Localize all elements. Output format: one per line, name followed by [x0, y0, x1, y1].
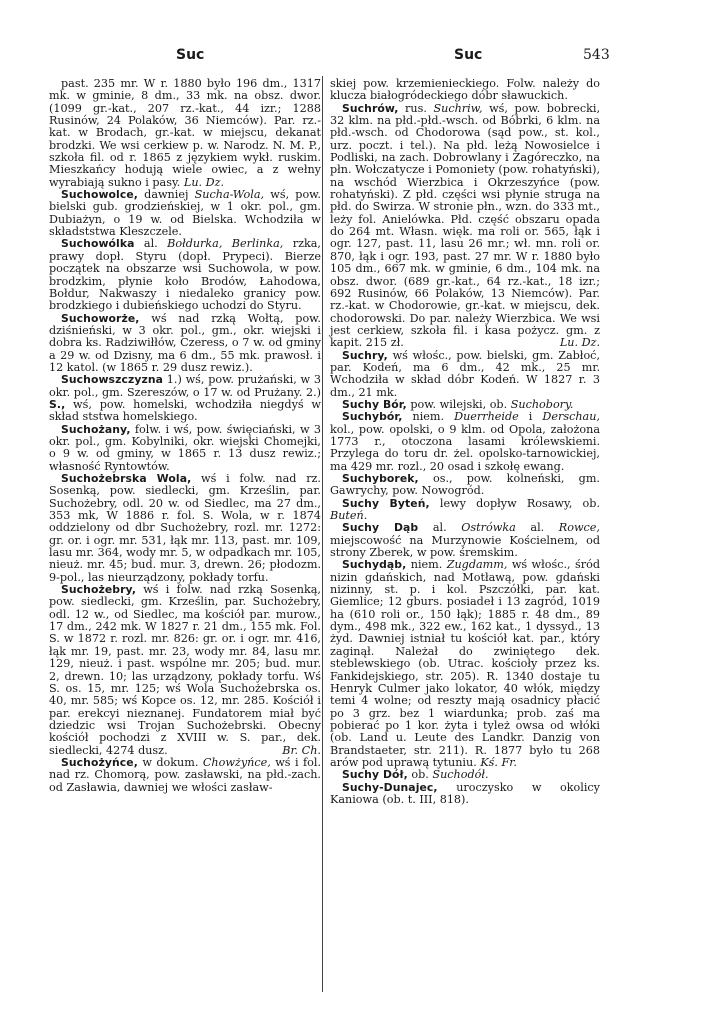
entry-headword: Suchożany, [61, 422, 131, 436]
entry-headword: Suchy Dąb [342, 521, 419, 535]
entry-text: pow. wilejski, ob. [406, 397, 511, 411]
italic-text: Lu. Dz. [183, 175, 225, 189]
dictionary-entry [330, 782, 600, 807]
entry-text: skiej pow. krzemienieckiego. Folw. należy do klucza białogródeckiego dóbr sławuckich. [330, 77, 600, 103]
italic-text: Ostrówka [461, 521, 516, 535]
dictionary-entry [49, 238, 321, 312]
entry-text: past. 235 mr. W r. 1880 było 196 dm., 1317 mk. w gminie, 8 dm., 33 mk. na obsz. dwor. (1099 gr.-kat., 207 rz.-kat., 44 izr.; 1288 Rusinów, 24 Polaków, 36 Niemców). Par. rz.-kat. w Brodach, gr.-kat. w miejscu, dekanat brodzki. We wsi cerkiew p. w. Narodz. N. M. P., szkoła fil. od r. 1865 z językiem wykł. ruskim. Mieszkańcy hodują wiele owiec, a z wełny wyrabiają sukno i pasy. [49, 77, 321, 189]
entry-text: ob. [407, 768, 433, 782]
entry-headword: Suchry, [342, 348, 388, 362]
dictionary-entry [330, 350, 600, 399]
entry-text: wś, pow. bobrecki, 32 klm. na płd.-płd.-wsch. od Bóbrki, 6 klm. na płd.-wsch. od Chodorowa (sąd pow., st. kol., urz. poczt. i tel.). Na płd. leżą Nowosielce i Podliski, na zach. Dobrowlany i Zagóreczko, na płn. Wołczatycze i Pomoniety (pow. rohatyński), na wschód Wierzbica i Okrzeszyńce (pow. rohatyński). Z płd. części wsi płynie struga na płd. do Swirza. W stronie płn., wzn. do 333 mt., leży fol. Anielówka. Płd. część obszaru opada do 264 mt. Własn. więk. ma roli or. 565, łąk i ogr. 127, past. 11, lasu 26 mr.; wł. mn. roli or. 870, łąk i ogr. 193, past. 27 mr. W r. 1880 było 105 dm., 667 mk. w gminie, 6 dm., 104 mk. na obsz. dwor. (689 gr.-kat., 64 rz.-kat., 18 izr.; 692 Rusinów, 66 Polaków, 13 Niemców). Par. rz.-kat. w Chodorowie, gr.-kat. w miejscu, dek. chodorowski. Do par. należy Wierzbica. We wsi jest cerkiew, szkoła fil. i kasa pożycz. gm. z kapit. 215 zł. [330, 101, 601, 350]
page-number: 543 [583, 47, 610, 63]
italic-text: Sucha-Wola, [194, 188, 265, 202]
entry-text: wś, pow. homelski, wchodziła niegdyś w skład ststwa homelskiego. [49, 397, 321, 424]
column-divider [322, 76, 323, 992]
entry-text: wś, pow. bielski gub. grodzieńskiej, w 1 okr. pol., gm. Dubiażyn, o 19 w. od Bielska. Wchodziła w składststwa Kleszczele. [49, 188, 321, 239]
entry-headword: Suchy Dół, [342, 768, 408, 782]
dictionary-entry [330, 522, 600, 559]
entry-headword: Suchybór, [342, 410, 403, 424]
left-column [49, 78, 321, 794]
dictionary-entry [49, 78, 321, 189]
entry-text: wś i folw. nad rzką Sosenką, pow. siedlecki, gm. Krześlin, par. Suchożebry, odl. 12 w., od Siedlec, ma kościół par. murow., 17 dm., 242 mk. W 1827 r. 21 dm., 155 mk. Fol. S. w 1872 r. rozl. mr. 826: gr. or. i ogr. mr. 416, łąk mr. 19, past. mr. 23, wody mr. 84, lasu mr. 129, nieuż. i past. wspólne mr. 205; bud. mur. 2, drewn. 10; las urządzony, pokłady torfu. Wś S. os. 15, mr. 125; wś Wola Suchożebrska os. 40, mr. 585; wś Kopce os. 12, mr. 285. Kościół i par. erekcyi nieznanej. Fundatorem miał być dziedzic wsi Trojan Suchożebrski. Obecny kościół pochodzi z XVIII w. S. par., dek. siedlecki, 4274 dusz. [49, 583, 321, 757]
italic-text: Derschau, [542, 410, 600, 424]
running-header [0, 47, 720, 67]
entry-headword: Suchoworże, [61, 311, 140, 325]
dictionary-entry [330, 78, 600, 103]
entry-headword: Suchy Byteń, [342, 496, 430, 510]
entry-headword: Suchyborek, [342, 472, 419, 485]
entry-headword: Suchydąb, [342, 558, 407, 572]
dictionary-entry [330, 411, 600, 473]
entry-headword: Suchożebry, [61, 583, 137, 597]
entry-headword: Suchożyńce, [61, 755, 138, 769]
entry-text: niem. [402, 410, 455, 424]
dictionary-entry [49, 424, 321, 473]
entry-text: al. [134, 237, 168, 251]
entry-text: al. [515, 521, 559, 535]
dictionary-entry [49, 584, 321, 757]
entry-text: wś i folw. nad rz. Sosenką, pow. siedlecki, gm. Krześlin, par. Suchożebry, odl. 20 w. od Siedlec, ma 27 dm., 353 mk, W 1886 r. fol. S. Wola, w r. 1874 oddzielony od dbr Suchożebry, rozl. mr. 1272: gr. or. i ogr. mr. 531, łąk mr. 113, past. mr. 109, lasu mr. 364, wody mr. 5, w odpadkach mr. 105, nieuż. mr. 45; bud. mur. 3, drewn. 26; płodozm. 9-pol., las nieurządzony, pokłady torfu. [49, 472, 321, 584]
dictionary-entry [49, 189, 321, 238]
entry-text: rzka, prawy dopł. Styru (dopł. Prypeci). Bierze początek na obszarze wsi Suchowola, w pow. brodzkim, płynie koło Brodów, Łahodowa, Bołdur, Nakwaszy i niedaleko granicy pow. brodzkiego i dubieńskiego uchodzi do Styru. [49, 237, 321, 313]
dictionary-entry [330, 559, 600, 769]
entry-text: uroczysko w okolicy Kaniowa (ob. t. III, 818). [330, 780, 600, 806]
dictionary-entry [49, 374, 321, 423]
entry-text: wś włośc., śród nizin gdańskich, nad Motławą, pow. gdański nizinny, st. p. i kol. Pszczółki, par. kat. Giemlice; 12 gburs. posiadeł i 13 zagród, 1019 ha (610 roli or., 150 łąk); 1885 r. 48 dm., 89 dym., 498 mk., 322 ew., 162 kat., 1 dyssyd., 13 żyd. Dawniej istniał tu kościół kat. par., który zaginął. Należał do zwiniętego dek. steblewskiego (ob. Utrac. kościoły przez ks. Fankidejskiego, str. 205). R. 1340 dostaje tu Henryk Culmer jako lokator, 40 włók, między temi 4 wolne; od reszty mają osadnicy płacić po 3 grz. bez 1 wiardunka; prob. zaś ma pobierać po 1 kor. żyta i tyleż owsa od włóki (ob. Land u. Leute des Landkr. Danzig von Brandstaeter, str. 211). R. 1877 było tu 268 arów pod uprawą tytuniu. [330, 558, 600, 769]
entry-text: al. [418, 521, 462, 535]
entry-text: wś nad rzką Wołtą, pow. dziśnieński, w 3 okr. pol., gm., okr. wiejski i dobra ks. Radziwiłłów, Czeress, o 7 w. od gminy a 29 w. od Dzisny, ma 6 dm., 55 mk. prawosł. i 12 katol. (w 1865 r. 29 dusz rewiz.). [49, 311, 321, 374]
italic-text: Buteń. [330, 509, 368, 523]
italic-text: Rowce, [558, 521, 600, 535]
entry-headword: Suchowszczyzna [61, 373, 164, 387]
entry-text: dawniej [137, 188, 195, 202]
author-signature: Lu. Dz. [559, 336, 600, 350]
dictionary-entry [330, 103, 600, 350]
dictionary-entry [330, 498, 600, 523]
entry-headword: S., [49, 397, 66, 411]
entry-text: wś i fol. nad rz. Chomorą, pow. zasławski, na płd.-zach. od Zasławia, dawniej we włości zasław- [49, 755, 322, 794]
italic-text: Zugdamm, [446, 558, 508, 572]
dictionary-entry [49, 313, 321, 375]
entry-headword: Suchrów, [342, 101, 399, 115]
entry-headword: Suchy Bór, [342, 397, 407, 411]
italic-text: Duerrheide [454, 410, 519, 424]
entry-headword: Suchowólka [61, 237, 135, 251]
italic-text: Suchriw, [433, 101, 483, 115]
entry-text: lewy dopływ Rosawy, ob. [429, 496, 601, 510]
author-signature: Br. Ch. [282, 743, 321, 757]
entry-text: folw. i wś, pow. święciański, w 3 okr. pol., gm. Kobylniki, okr. wiejski Chomejki, o 9 w. od gminy, w 1865 r. 13 dusz rewiz.; własność Ryntowtów. [49, 422, 321, 473]
entry-text: kol., pow. opolski, o 9 klm. od Opola, założona 1773 r., otoczona lasami królewskiemi. Przylega do toru dr. żel. opolsko-tarnowickiej, ma 429 mr. rozl., 20 osad i szkołę ewang. [330, 422, 600, 473]
italic-text: Chowżyńce, [202, 755, 271, 769]
entry-text: 1.) wś, pow. prużański, w 3 okr. pol., gm. Szereszów, o 17 w. od Prużany. 2.) [49, 373, 321, 399]
italic-text: Suchodół. [432, 768, 489, 782]
dictionary-entry [49, 757, 321, 794]
entry-headword: Suchożebrska Wola, [61, 472, 192, 485]
entry-text: wś włośc., pow. bielski, gm. Zabłoć, par. Kodeń, ma 6 dm., 42 mk., 25 mr. Wchodziła w skład dóbr Kodeń. W 1827 r. 3 dm., 21 mk. [330, 348, 600, 399]
italic-text: Kś. Fr. [480, 755, 517, 769]
header-right-keyword: Suc [454, 47, 483, 63]
dictionary-entry [330, 473, 600, 498]
entry-text: os., pow. kolneński, gm. Gawrychy, pow. Nowogród. [330, 472, 600, 498]
italic-text: Suchobory. [510, 397, 574, 411]
italic-text: Bołdurka, Berlinka, [167, 237, 284, 251]
entry-text: rus. [398, 101, 434, 115]
entry-headword: Suchy-Dunajec, [342, 780, 438, 794]
header-left-keyword: Suc [176, 47, 205, 63]
entry-text: w dokum. [137, 755, 203, 769]
right-column [330, 78, 600, 806]
entry-text: i [518, 410, 543, 424]
entry-text: niem. [406, 558, 447, 572]
dictionary-entry [49, 473, 321, 584]
entry-text: miejscowość na Murzynowie Kościelnem, od strony Zberek, w pow. śremskim. [330, 533, 600, 560]
entry-headword: Suchowolce, [61, 188, 138, 202]
